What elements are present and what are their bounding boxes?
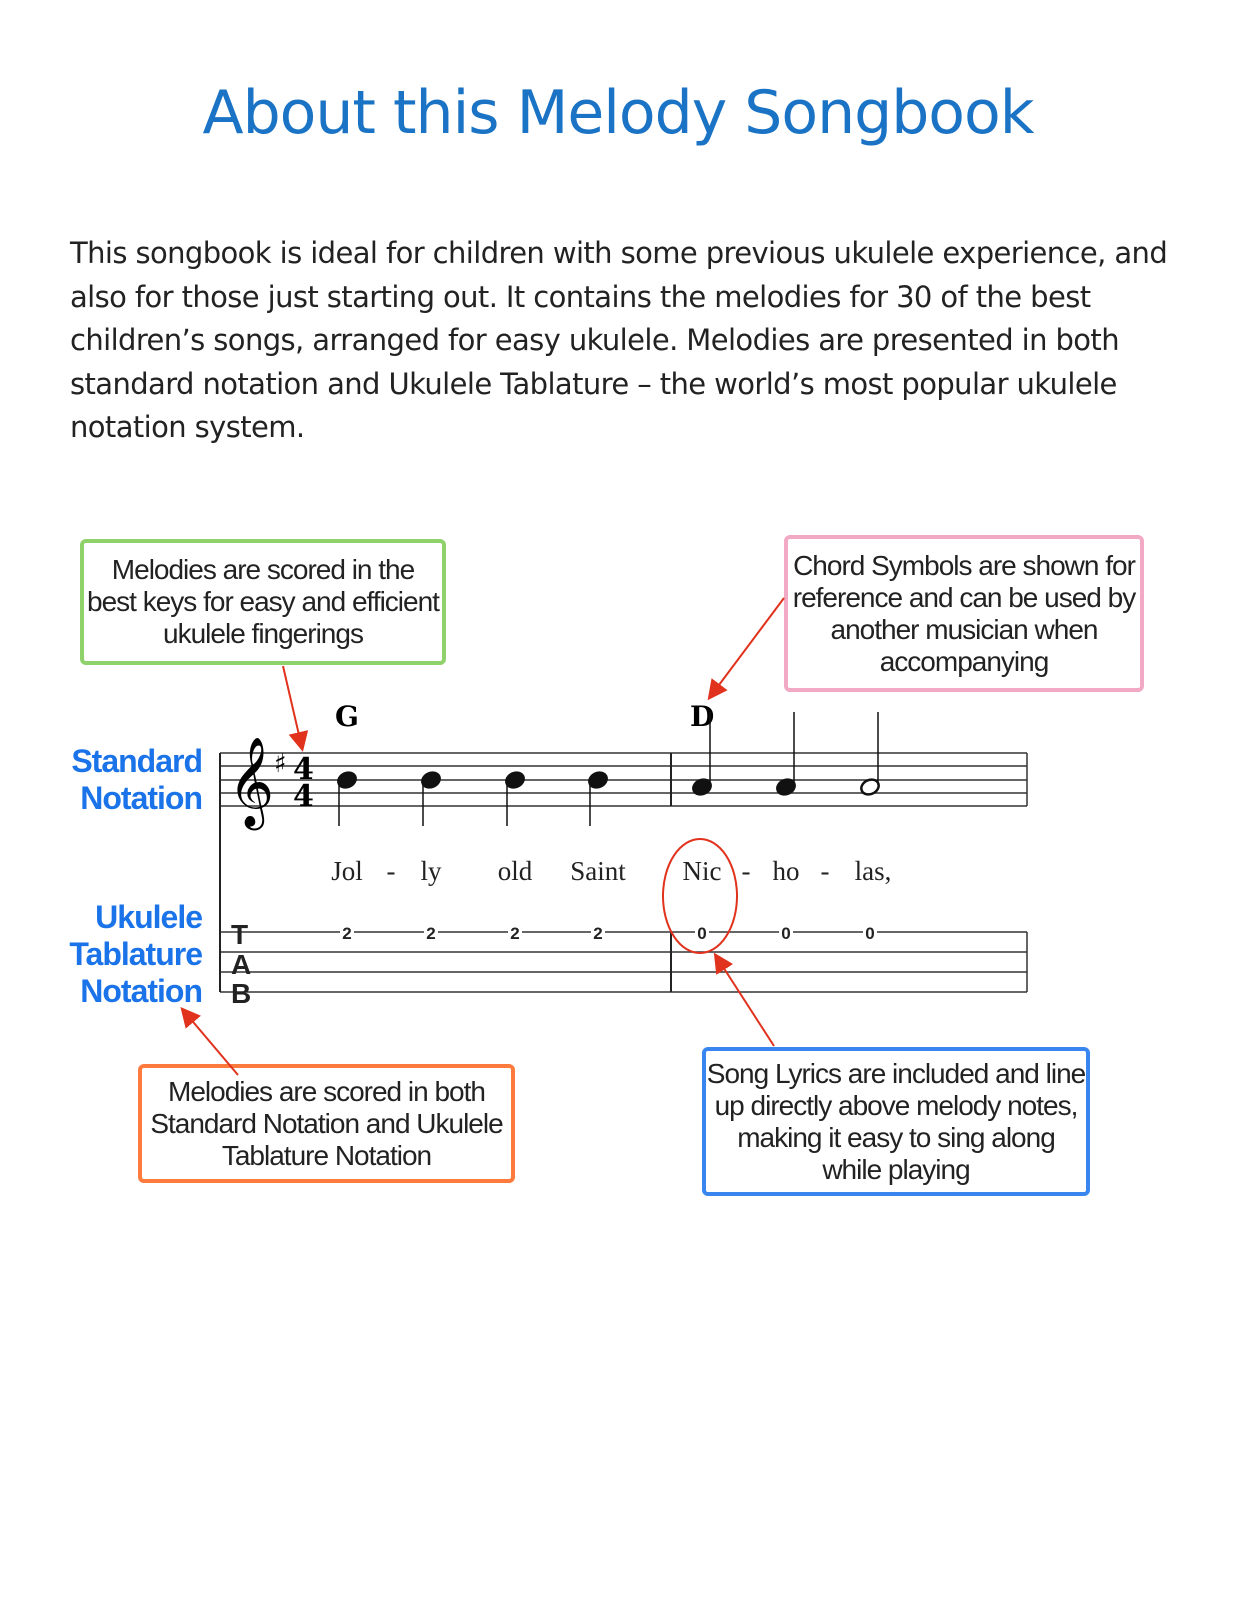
label-standard-notation: Standard Notation	[71, 743, 202, 816]
arrow-icon	[716, 956, 774, 1046]
treble-clef-icon: 𝄞	[228, 737, 275, 827]
lyric-syllable: -	[820, 856, 830, 886]
lyric-syllable: Jol	[331, 856, 363, 886]
tab-fret-number: 2	[593, 924, 603, 943]
lyric-syllable: old	[497, 856, 533, 886]
tab-letter: A	[231, 949, 252, 980]
label-tab-notation: Ukulele Tablature Notation	[69, 899, 202, 1009]
intro-paragraph: This songbook is ideal for children with some previous ukulele experience, and also for those just starting out. It contains the melodies for 30 of the best children’s songs, arranged for easy ukulele. Melodies are presented in both standard notation and Ukulele Tablature – the world’s most popular ukulele notation system.	[70, 236, 1168, 444]
arrow-icon	[183, 1010, 238, 1075]
page-title: About this Melody Songbook	[202, 78, 1034, 148]
tab-letter: T	[231, 919, 249, 950]
callout-best-keys: Melodies are scored in the best keys for easy and efficient ukulele fingerings	[80, 539, 446, 665]
lyric-syllable: ly	[420, 856, 442, 886]
tab-fret-number: 2	[426, 924, 436, 943]
key-sharp: ♯	[274, 749, 287, 779]
lyric-syllable: Saint	[570, 856, 626, 886]
lyric-syllable: las,	[854, 856, 892, 886]
tab-letter: B	[231, 978, 252, 1009]
tab-staff	[220, 932, 1027, 992]
arrow-icon	[710, 598, 784, 697]
arrow-icon	[283, 666, 302, 748]
lyric-syllable: -	[386, 856, 396, 886]
lyric-syllable: -	[741, 856, 751, 886]
tab-fret-number: 0	[697, 924, 707, 943]
chord-symbol: D	[690, 700, 715, 733]
callout-chord-symbols: Chord Symbols are shown for reference and can be used by another musician when accompanying	[784, 535, 1144, 692]
tab-fret-number: 0	[781, 924, 791, 943]
tab-fret-number: 0	[865, 924, 875, 943]
lyric-syllable: Nic	[682, 856, 722, 886]
chord-symbol: G	[335, 700, 359, 733]
time-sig-top: 4	[293, 752, 314, 787]
callout-both-notations: Melodies are scored in both Standard Notation and Ukulele Tablature Notation	[138, 1064, 515, 1183]
tab-fret-number: 2	[510, 924, 520, 943]
lyric-syllable: ho	[772, 856, 800, 886]
time-sig-bottom: 4	[293, 779, 314, 814]
tab-fret-number: 2	[342, 924, 352, 943]
callout-song-lyrics: Song Lyrics are included and line up directly above melody notes, making it easy to sing along while playing	[702, 1047, 1090, 1196]
